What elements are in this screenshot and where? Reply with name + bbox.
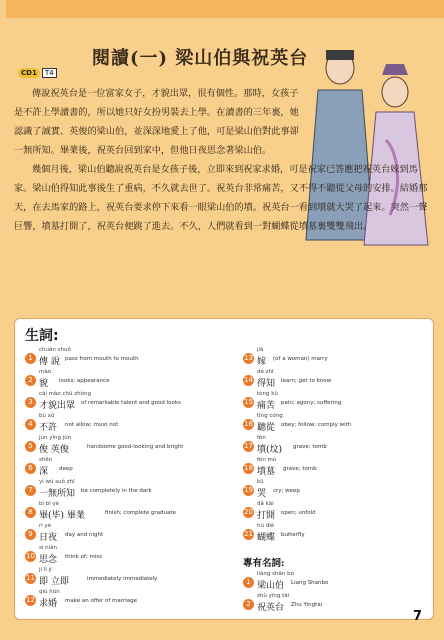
hanzi: 聽從 (257, 423, 276, 433)
pinyin: yì wú suǒ zhī (39, 479, 75, 485)
english-gloss: Zhu Yingtai (291, 602, 323, 608)
pinyin: tòng kǔ (257, 391, 278, 397)
vocab-item (25, 435, 225, 457)
vocab-item (25, 501, 225, 523)
hanzi: 痛苦 (257, 401, 276, 411)
english-gloss: (of a woman) marry (273, 356, 328, 362)
vocab-item (243, 347, 443, 369)
item-number: 12 (26, 596, 35, 604)
item-number: 2 (25, 375, 36, 386)
english-gloss: open; unfold (281, 510, 316, 516)
vocab-item (243, 479, 443, 501)
hanzi: 嫁 (257, 357, 267, 367)
item-number: 21 (244, 530, 253, 538)
pinyin: sī niàn (39, 545, 58, 551)
vocab-item (243, 391, 443, 413)
vocabulary-box (14, 318, 434, 620)
pinyin: dé zhī (257, 369, 274, 375)
item-number: 1 (243, 577, 254, 588)
english-gloss: be completely in the dark (81, 488, 152, 494)
pinyin: rì yè (39, 523, 52, 529)
hanzi: 畢(毕) 畢業 (39, 511, 85, 521)
hanzi: 深 (39, 467, 49, 477)
pinyin: dǎ kāi (257, 501, 274, 507)
vocab-item (25, 369, 225, 391)
vocab-item (25, 589, 225, 611)
proper-noun-item (243, 571, 443, 593)
page-title: 閱讀(一) 梁山伯與祝英台 (92, 48, 309, 69)
hanzi: 求婚 (39, 599, 58, 609)
hanzi: 才貌出眾 (39, 401, 76, 411)
vocab-item (25, 545, 225, 567)
story-text (14, 84, 432, 236)
vocab-item (243, 369, 443, 391)
pinyin: zhù yīng tái (257, 593, 290, 599)
item-number: 2 (243, 599, 254, 610)
vocab-item (25, 391, 225, 413)
hanzi: 傳 說 (39, 357, 60, 367)
vocab-item (243, 501, 443, 523)
english-gloss: handsome good-looking and bright (87, 444, 184, 450)
pinyin: shēn (39, 457, 53, 463)
vocab-item (243, 413, 443, 435)
story-paragraph: 幾個月後，梁山伯聽說祝英台是女孩子後，立即來到祝家求婚，可是祝家已答應把祝英台嫁到馬家。梁山伯得知此事後生了重病，不久就去世了。祝英台非常痛苦，又不得不聽從父母的安排。結婚那天，在去馬家的路上，祝英台要求停下來看一眼梁山伯的墳。祝英台一看到墳就大哭了起來。突然一聲巨響，墳墓打開了，祝英台便跳了進去。不久，人們就看到一對蝴蝶從墳墓裏雙雙飛出。 (14, 164, 428, 232)
pinyin: hú dié (257, 523, 275, 529)
hanzi: 日夜 (39, 533, 58, 543)
story-paragraph: 傳說祝英台是一位富家女子，才貌出眾，很有個性。那時，女孩子是不許上學讀書的，所以她只好女扮男裝去上學。在讀書的三年裏，她認識了誠實、英俊的梁山伯，並深深地愛上了他，可是梁山伯對此事卻一無所知。畢業後，祝英台回到家中，但他日夜思念著梁山伯。 (14, 88, 299, 156)
vocab-item (25, 479, 225, 501)
item-number: 4 (25, 419, 36, 430)
item-number: 16 (244, 420, 253, 428)
english-gloss: make an offer of marriage (65, 598, 137, 604)
item-number: 11 (26, 574, 35, 582)
vocabulary-column-right (243, 347, 443, 545)
item-number: 18 (244, 464, 253, 472)
proper-nouns-heading: 專有名詞: (243, 558, 285, 569)
item-number: 9 (25, 529, 36, 540)
item-number: 8 (25, 507, 36, 518)
english-gloss: cry; weep (273, 488, 300, 494)
vocab-item (25, 457, 225, 479)
vocab-item (243, 457, 443, 479)
english-gloss: deep (59, 466, 73, 472)
hanzi: 即 立即 (39, 577, 69, 587)
item-number: 13 (244, 354, 253, 362)
vocab-item (25, 523, 225, 545)
vocab-item (25, 413, 225, 435)
pinyin: chuán shuō (39, 347, 71, 353)
english-gloss: Liang Shanbo (291, 580, 329, 586)
pinyin: jià (257, 347, 264, 353)
english-gloss: looks; appearance (59, 378, 110, 384)
hanzi: 打開 (257, 511, 276, 521)
pinyin: bì bì yè (39, 501, 60, 507)
hanzi: 墳墓 (257, 467, 276, 477)
vocabulary-heading: 生詞: (25, 328, 59, 344)
hanzi: 哭 (257, 489, 267, 499)
item-number: 3 (25, 397, 36, 408)
english-gloss: immediately immediately (87, 576, 158, 582)
english-gloss: obey; follow; comply with (281, 422, 352, 428)
track-number: T4 (42, 68, 57, 78)
english-gloss: think of; miss (65, 554, 103, 560)
vocab-item (243, 435, 443, 457)
pinyin: fén (257, 435, 266, 441)
item-number: 1 (25, 353, 36, 364)
english-gloss: pain; agony; suffering (281, 400, 342, 406)
pinyin: bù xǔ (39, 413, 55, 419)
item-number: 19 (244, 486, 253, 494)
hanzi: 得知 (257, 379, 276, 389)
pinyin: tīng cóng (257, 413, 283, 419)
english-gloss: finish; complete graduate (105, 510, 176, 516)
pinyin: cái mào chū zhòng (39, 391, 91, 397)
vocab-item (25, 567, 225, 589)
hanzi: 祝英台 (257, 603, 285, 613)
cd-icon: CD1 (18, 68, 40, 78)
pinyin: jí lì jí (39, 567, 52, 573)
english-gloss: of remarkable talent and good looks (81, 400, 181, 406)
pinyin: fén mù (257, 457, 277, 463)
pinyin: jùn yīng jùn (39, 435, 72, 441)
item-number: 15 (244, 398, 253, 406)
english-gloss: pass from mouth to mouth (65, 356, 139, 362)
hanzi: 貌 (39, 379, 49, 389)
hanzi: 俊 英俊 (39, 445, 69, 455)
top-band (6, 0, 444, 18)
item-number: 7 (25, 485, 36, 496)
item-number: 5 (25, 441, 36, 452)
english-gloss: not allow; must not (65, 422, 119, 428)
item-number: 20 (244, 508, 253, 516)
pinyin: liáng shān bó (257, 571, 294, 577)
item-number: 10 (26, 552, 35, 560)
english-gloss: day and night (65, 532, 104, 538)
english-gloss: grave; tomb (293, 444, 327, 450)
hanzi: 思念 (39, 555, 58, 565)
item-number: 17 (244, 442, 253, 450)
vocab-item (25, 347, 225, 369)
hanzi: 不許 (39, 423, 58, 433)
hanzi: 墳(坟) (257, 445, 283, 455)
pinyin: kū (257, 479, 264, 485)
english-gloss: grave; tomb (283, 466, 317, 472)
audio-track-label (18, 68, 57, 78)
hanzi: 蝴蝶 (257, 533, 276, 543)
item-number: 6 (25, 463, 36, 474)
hanzi: 梁山伯 (257, 581, 285, 591)
english-gloss: butterfly (281, 532, 305, 538)
vocab-item (243, 523, 443, 545)
page-number: 7 (412, 609, 422, 624)
vocabulary-column-left (25, 347, 225, 611)
english-gloss: learn; get to know (281, 378, 332, 384)
pinyin: mào (39, 369, 52, 375)
item-number: 14 (244, 376, 253, 384)
pinyin: qiú hūn (39, 589, 60, 595)
hanzi: 一無所知 (39, 489, 76, 499)
